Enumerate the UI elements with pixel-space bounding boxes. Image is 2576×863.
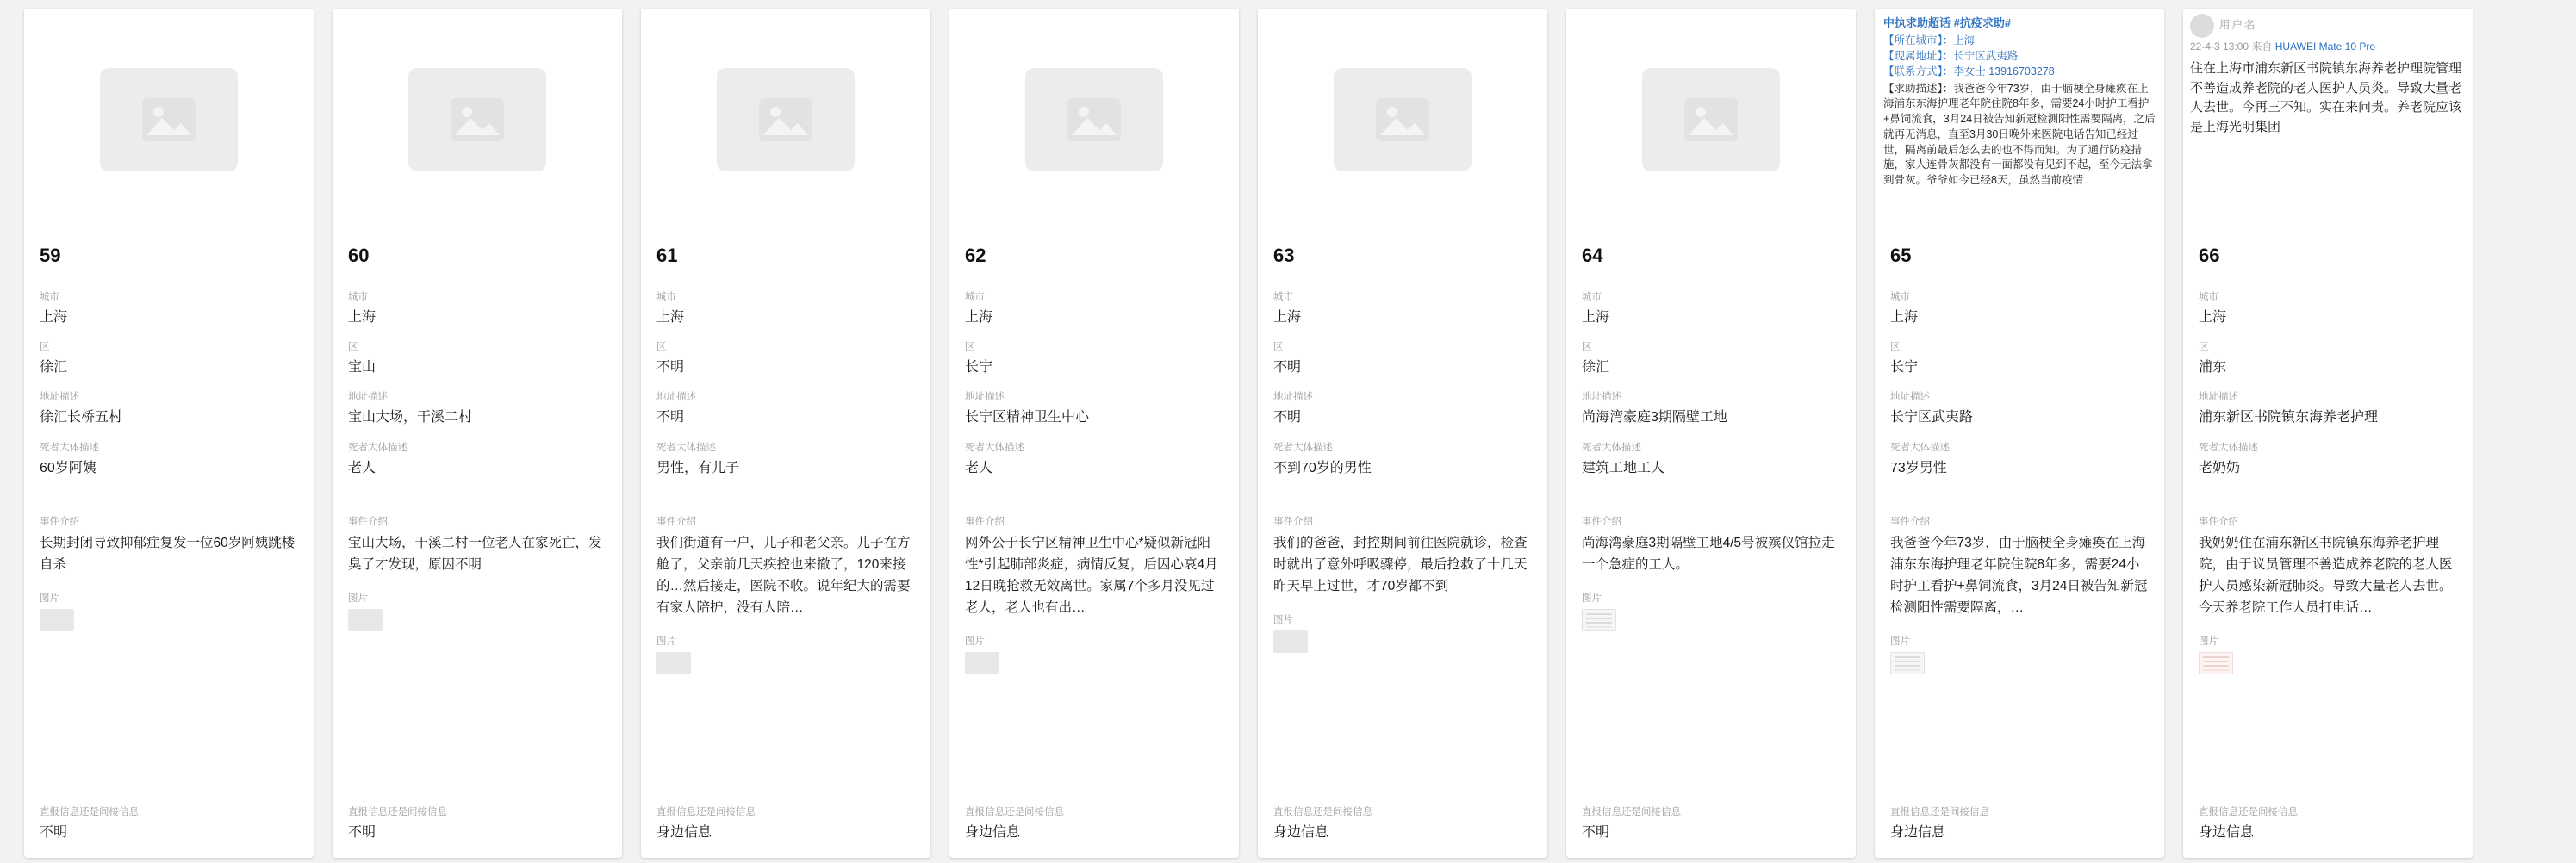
label-city: 城市: [656, 292, 676, 302]
value-city: 上海: [2199, 310, 2227, 325]
image-attachment-thumb[interactable]: [348, 609, 383, 631]
value-city: 上海: [40, 310, 68, 325]
record-id: 59: [40, 245, 61, 266]
label-source: 直报信息还是间接信息: [348, 806, 447, 817]
card-fields: [333, 231, 622, 631]
label-source: 直报信息还是间接信息: [656, 806, 756, 817]
screenshot-title: 中执求助超话 #抗疫求助#: [1883, 16, 2012, 29]
record-card[interactable]: [1875, 9, 2164, 858]
label-image: 图片: [1582, 593, 1602, 604]
label-city: 城市: [1582, 292, 1602, 302]
card-fields: [1258, 231, 1547, 653]
source-field: [348, 804, 607, 842]
label-city: 城市: [1273, 292, 1293, 302]
weibo-post-header: [2183, 9, 2473, 40]
label-image: 图片: [1890, 636, 1910, 648]
image-placeholder-icon: [100, 68, 238, 171]
image-field: [656, 634, 915, 674]
value-source: 不明: [40, 824, 68, 840]
value-source: 身边信息: [1273, 824, 1329, 840]
label-body-desc: 死者大体描述: [2199, 442, 2258, 453]
value-event-intro: 我奶奶住在浦东新区书院镇东海养老护理院，由于议员管理不善造成养老院的老人医护人员感染新冠肺炎。导致大量老人去世。今天养老院工作人员打电话…: [2199, 535, 2453, 616]
weibo-post-time: 22-4-3 13:00: [2190, 40, 2249, 53]
label-address-desc: 地址描述: [1582, 392, 1621, 403]
image-field: [965, 634, 1223, 674]
value-body-desc: 60岁阿姨: [40, 460, 96, 475]
record-card[interactable]: [641, 9, 930, 858]
image-placeholder-icon: [1334, 68, 1472, 171]
value-district: 浦东: [2199, 360, 2227, 376]
label-event-intro: 事件介绍: [2199, 516, 2238, 527]
record-id: 60: [348, 245, 370, 266]
label-source: 直报信息还是间接信息: [1273, 806, 1372, 817]
value-source: 身边信息: [965, 824, 1021, 840]
value-address-desc: 尚海湾豪庭3期隔壁工地: [1582, 410, 1727, 425]
label-image: 图片: [40, 593, 59, 604]
value-source: 身边信息: [1890, 824, 1946, 840]
image-field: [1273, 612, 1532, 653]
card-thumbnail[interactable]: [949, 9, 1239, 231]
value-source: 身边信息: [2199, 824, 2255, 840]
record-id: 62: [965, 245, 986, 266]
label-body-desc: 死者大体描述: [656, 442, 716, 453]
value-body-desc: 老人: [965, 460, 993, 475]
source-field: [965, 804, 1223, 842]
value-district: 徐汇: [40, 360, 68, 376]
record-card[interactable]: [1566, 9, 1856, 858]
screenshot-weibo-post: [2183, 9, 2473, 231]
label-event-intro: 事件介绍: [965, 516, 1005, 527]
record-card[interactable]: [24, 9, 314, 858]
value-event-intro: 我爸爸今年73岁，由于脑梗全身瘫痪在上海浦东东海护理老年院住院8年多，需要24小时护工看护+鼻饲流食，3月24日被告知新冠检测阳性需要隔离，…: [1890, 535, 2148, 616]
value-event-intro: 长期封闭导致抑郁症复发一位60岁阿姨跳楼自杀: [40, 535, 296, 572]
value-source: 不明: [1582, 824, 1610, 840]
source-field: [1582, 804, 1840, 842]
image-placeholder-icon: [1025, 68, 1163, 171]
image-placeholder-icon: [1642, 68, 1780, 171]
value-body-desc: 建筑工地工人: [1582, 460, 1665, 475]
record-id: 61: [656, 245, 678, 266]
label-address-desc: 地址描述: [1890, 392, 1930, 403]
label-address-desc: 地址描述: [348, 392, 388, 403]
card-fields: [641, 231, 930, 674]
label-body-desc: 死者大体描述: [965, 442, 1024, 453]
label-image: 图片: [348, 593, 368, 604]
value-event-intro: 我们的爸爸，封控期间前往医院就诊，检查时就出了意外呼吸骤停，最后抢救了十几天昨天早上过世，才70岁都不到: [1273, 535, 1528, 593]
weibo-source-device: HUAWEI Mate 10 Pro: [2274, 40, 2376, 53]
label-district: 区: [1582, 342, 1592, 353]
card-fields: [2183, 231, 2473, 674]
label-district: 区: [656, 342, 667, 353]
image-attachment-thumb[interactable]: [1890, 652, 1925, 674]
record-card[interactable]: [1258, 9, 1547, 858]
image-attachment-thumb[interactable]: [656, 652, 691, 674]
label-address-desc: 地址描述: [40, 392, 79, 403]
record-id: 66: [2199, 245, 2220, 266]
card-fields: [949, 231, 1239, 674]
value-event-intro: 尚海湾豪庭3期隔壁工地4/5号被殡仪馆拉走一个急症的工人。: [1582, 535, 1835, 572]
label-source: 直报信息还是间接信息: [965, 806, 1064, 817]
source-field: [1273, 804, 1532, 842]
image-field: [348, 591, 607, 631]
value-event-intro: 我们街道有一户，儿子和老父亲。儿子在方舱了，父亲前几天疾控也来撤了，120来接的…然后接走，医院不收。说年纪大的需要有家人陪护，没有人陪…: [656, 535, 911, 616]
value-source: 身边信息: [656, 824, 712, 840]
value-body-desc: 男性，有儿子: [656, 460, 740, 475]
card-thumbnail[interactable]: [333, 9, 622, 231]
source-field: [40, 804, 298, 842]
value-event-intro: 网外公于长宁区精神卫生中心*疑似新冠阳性*引起肺部炎症，病情反复，后因心衰4月12日晚抢救无效离世。家属7个多月没见过老人，老人也有出…: [965, 535, 1218, 616]
label-body-desc: 死者大体描述: [1890, 442, 1950, 453]
label-body-desc: 死者大体描述: [40, 442, 99, 453]
record-card[interactable]: [949, 9, 1239, 858]
label-body-desc: 死者大体描述: [1582, 442, 1641, 453]
value-district: 徐汇: [1582, 360, 1610, 376]
value-district: 长宁: [1890, 360, 1919, 376]
screenshot-meta-address: 【现属地址】：长宁区武夷路: [1883, 50, 2019, 63]
value-address-desc: 长宁区精神卫生中心: [965, 410, 1090, 425]
screenshot-body: 【求助描述】：我爸爸今年73岁，由于脑梗全身瘫痪在上海浦东东海护理老年院住院8年多，需要24小时护工看护+鼻饲流食，3月24日被告知新冠检测阳性需要隔离，之后就再无消息，直至3月30日晚外来医院电话告知已经过世，隔离前最后怎么去的也不得而知。为了通行防疫措施，家人连骨灰都没有一面都没有见到不起，至今无法拿到骨灰。爷爷如今已经8天，虽然当前疫情: [1883, 82, 2156, 187]
avatar: [2190, 14, 2214, 38]
label-image: 图片: [1273, 615, 1293, 626]
label-city: 城市: [1890, 292, 1910, 302]
record-card[interactable]: [2183, 9, 2473, 858]
value-city: 上海: [1890, 310, 1919, 325]
source-field: [1890, 804, 2149, 842]
value-district: 宝山: [348, 360, 376, 376]
label-body-desc: 死者大体描述: [1273, 442, 1333, 453]
record-id: 65: [1890, 245, 1912, 266]
label-event-intro: 事件介绍: [40, 516, 79, 527]
label-event-intro: 事件介绍: [1890, 516, 1930, 527]
label-district: 区: [1890, 342, 1901, 353]
label-image: 图片: [965, 636, 985, 648]
label-image: 图片: [2199, 636, 2218, 648]
label-event-intro: 事件介绍: [656, 516, 696, 527]
label-address-desc: 地址描述: [965, 392, 1005, 403]
screenshot-meta-city: 【所在城市】：上海: [1883, 34, 1976, 47]
screenshot-meta-contact: 【联系方式】：李女士 13916703278: [1883, 65, 2055, 78]
label-address-desc: 地址描述: [1273, 392, 1313, 403]
image-field: [1890, 634, 2149, 674]
label-city: 城市: [40, 292, 59, 302]
card-thumbnail[interactable]: [1566, 9, 1856, 231]
label-body-desc: 死者大体描述: [348, 442, 408, 453]
label-source: 直报信息还是间接信息: [2199, 806, 2298, 817]
image-field: [2199, 634, 2457, 674]
value-city: 上海: [1582, 310, 1610, 325]
source-field: [656, 804, 915, 842]
card-thumbnail[interactable]: [1258, 9, 1547, 231]
card-thumbnail[interactable]: [2183, 9, 2473, 231]
image-attachment-thumb[interactable]: [1273, 630, 1308, 653]
value-city: 上海: [1273, 310, 1302, 325]
image-field: [1582, 591, 1840, 631]
screenshot-text: [1875, 9, 2164, 231]
value-address-desc: 浦东新区书院镇东海养老护理: [2199, 410, 2379, 425]
value-source: 不明: [348, 824, 376, 840]
image-attachment-thumb[interactable]: [40, 609, 74, 631]
label-event-intro: 事件介绍: [1273, 516, 1313, 527]
card-fields: [1875, 231, 2164, 674]
record-id: 63: [1273, 245, 1295, 266]
image-placeholder-icon: [717, 68, 855, 171]
label-district: 区: [1273, 342, 1284, 353]
value-address-desc: 长宁区武夷路: [1890, 410, 1974, 425]
record-card[interactable]: [333, 9, 622, 858]
card-thumbnail[interactable]: [641, 9, 930, 231]
label-city: 城市: [2199, 292, 2218, 302]
value-city: 上海: [348, 310, 376, 325]
image-attachment-thumb[interactable]: [2199, 652, 2233, 674]
value-city: 上海: [656, 310, 685, 325]
value-address-desc: 不明: [1273, 410, 1302, 425]
label-event-intro: 事件介绍: [1582, 516, 1621, 527]
value-body-desc: 老奶奶: [2199, 460, 2241, 475]
source-field: [2199, 804, 2457, 842]
label-source: 直报信息还是间接信息: [40, 806, 139, 817]
value-district: 不明: [1273, 360, 1302, 376]
value-address-desc: 不明: [656, 410, 685, 425]
card-fields: [24, 231, 314, 631]
card-thumbnail[interactable]: [1875, 9, 2164, 231]
weibo-username: 用户名: [2219, 19, 2257, 32]
value-body-desc: 不到70岁的男性: [1273, 460, 1372, 475]
label-source: 直报信息还是间接信息: [1890, 806, 1989, 817]
label-address-desc: 地址描述: [656, 392, 696, 403]
label-source: 直报信息还是间接信息: [1582, 806, 1681, 817]
value-event-intro: 宝山大场，干溪二村一位老人在家死亡，发臭了才发现，原因不明: [348, 535, 602, 572]
label-district: 区: [965, 342, 975, 353]
image-attachment-thumb[interactable]: [965, 652, 999, 674]
label-image: 图片: [656, 636, 676, 648]
value-city: 上海: [965, 310, 993, 325]
weibo-post-meta: [2183, 40, 2473, 54]
value-address-desc: 徐汇长桥五村: [40, 410, 123, 425]
weibo-post-body: 住在上海市浦东新区书院镇东海养老护理院管理不善造成养老院的老人医护人员炎。导致大量老人去世。今再三不知。实在来问责。养老院应该是上海光明集团: [2190, 61, 2462, 134]
label-district: 区: [2199, 342, 2209, 353]
label-district: 区: [348, 342, 358, 353]
value-body-desc: 73岁男性: [1890, 460, 1947, 475]
weibo-source-prefix: 来自: [2251, 40, 2273, 53]
label-district: 区: [40, 342, 50, 353]
value-district: 不明: [656, 360, 685, 376]
image-field: [40, 591, 298, 631]
record-id: 64: [1582, 245, 1603, 266]
image-attachment-thumb[interactable]: [1582, 609, 1616, 631]
card-fields: [1566, 231, 1856, 631]
value-body-desc: 老人: [348, 460, 376, 475]
label-event-intro: 事件介绍: [348, 516, 388, 527]
label-city: 城市: [965, 292, 985, 302]
label-address-desc: 地址描述: [2199, 392, 2238, 403]
value-district: 长宁: [965, 360, 993, 376]
label-city: 城市: [348, 292, 368, 302]
value-address-desc: 宝山大场，干溪二村: [348, 410, 473, 425]
card-thumbnail[interactable]: [24, 9, 314, 231]
image-placeholder-icon: [408, 68, 546, 171]
